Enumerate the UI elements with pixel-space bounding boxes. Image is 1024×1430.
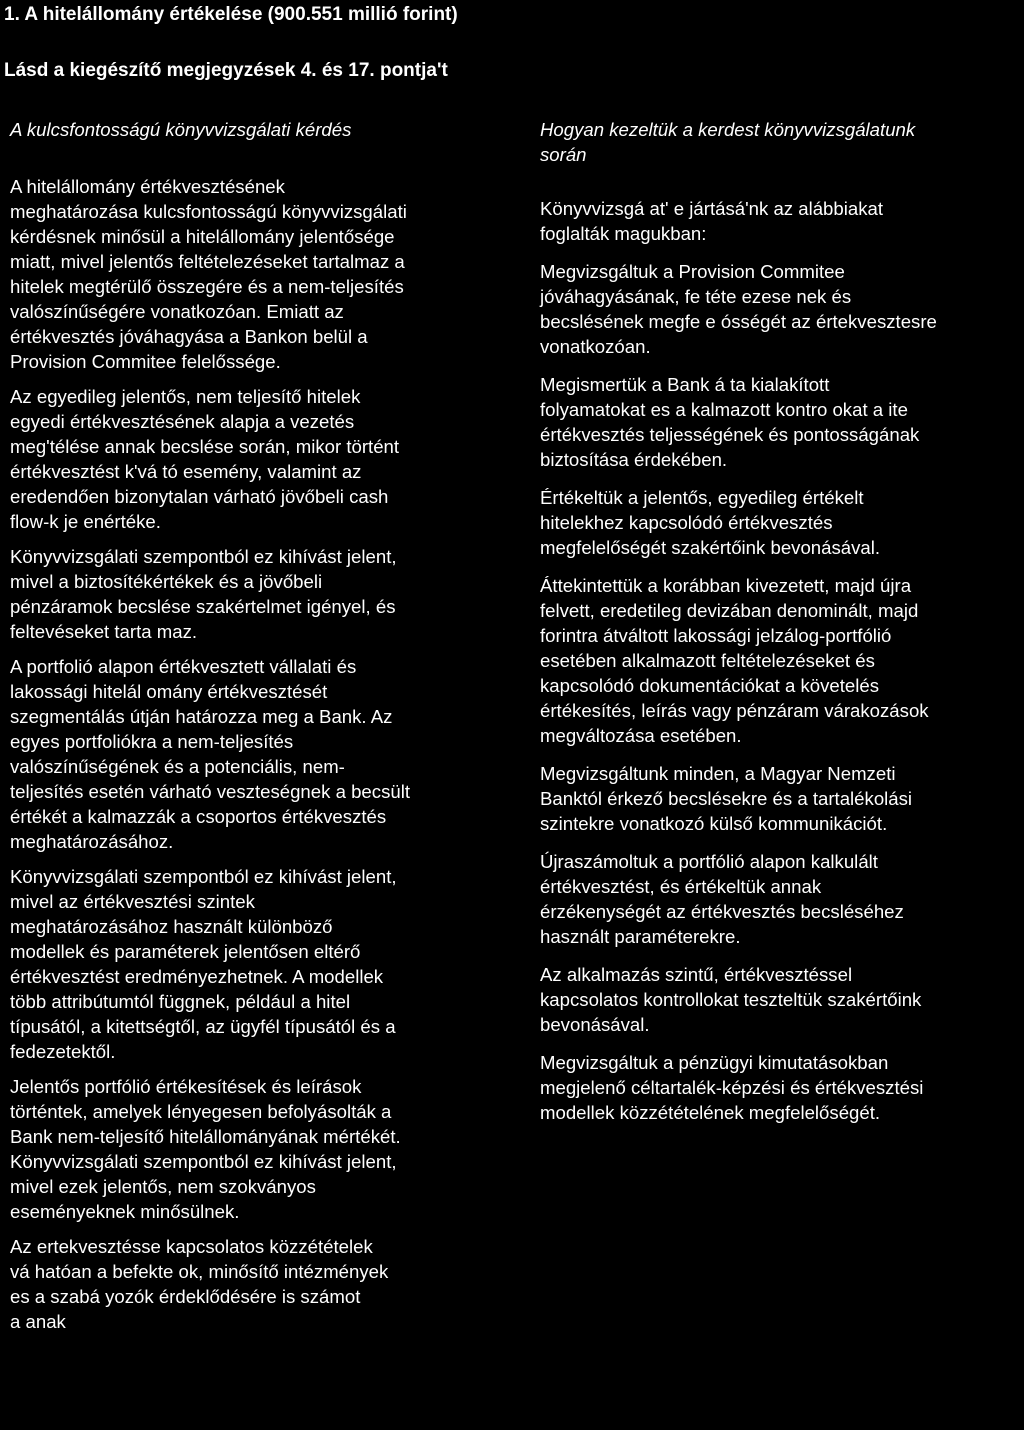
paragraph-line: Jelentős portfólió értékesítések és leírások <box>10 1076 362 1097</box>
paragraph-line: modellek és paraméterek jelentősen eltérő <box>10 941 361 962</box>
paragraph-line: több attribútumtól függnek, például a hitel <box>10 991 351 1012</box>
paragraph <box>10 544 510 644</box>
paragraph-line: Provision Commitee felelőssége. <box>10 351 281 372</box>
audit-response-heading <box>540 117 1024 167</box>
paragraph-line: egyedi értékvesztésének alapja a vezetés <box>10 411 355 432</box>
paragraph-line: szegmentálás útján határozza meg a Bank. Az <box>10 706 393 727</box>
paragraph <box>540 372 1024 472</box>
paragraph-line: meghatározásához. <box>10 831 174 852</box>
paragraph-line: biztosítása érdekében. <box>540 449 728 470</box>
paragraph-line: mivel az értékvesztési szintek <box>10 891 255 912</box>
section-title: 1. A hitelállomány értékelése (900.551 millió forint) <box>4 4 458 25</box>
paragraph <box>540 259 1024 359</box>
paragraph-line: miatt, mivel jelentős feltételezéseket tartalmaz a <box>10 251 405 272</box>
paragraph-line: Megvizsgáltuk a Provision Commitee <box>540 261 845 282</box>
paragraph-line: Könyvvizsgálati szempontból ez kihívást jelent, <box>10 546 397 567</box>
paragraph-line: Bank nem-teljesítő hitelállományának mértékét. <box>10 1126 401 1147</box>
key-audit-matter-column <box>10 117 510 1344</box>
paragraph-line: es a szabá yozók érdeklődésére is számot <box>10 1286 361 1307</box>
paragraph <box>540 849 1024 949</box>
paragraph-line: a anak <box>10 1311 66 1332</box>
paragraph-line: forintra átváltott lakossági jelzálog-portfólió <box>540 625 892 646</box>
notes-reference: Lásd a kiegészítő megjegyzések 4. és 17. pontja't <box>4 60 448 81</box>
paragraph-line: értékét a kalmazzák a csoportos értékvesztés <box>10 806 387 827</box>
paragraph-line: A portfolió alapon értékvesztett vállalati és <box>10 656 357 677</box>
paragraph-line: Az alkalmazás szintű, értékvesztéssel <box>540 964 853 985</box>
paragraph-line: vonatkozóan. <box>540 336 651 357</box>
audit-response-column <box>540 117 1024 1138</box>
paragraph-line: meghatározásához használt különböző <box>10 916 333 937</box>
paragraph-line: értékvesztést, és értékeltük annak <box>540 876 822 897</box>
paragraph-line: Megismertük a Bank á ta kialakított <box>540 374 830 395</box>
audit-response-paragraphs <box>540 196 1024 1125</box>
paragraph-line: pénzáramok becslése szakértelmet igényel, és <box>10 596 396 617</box>
paragraph-line: Banktól érkező becslésekre és a tartalékolási <box>540 788 913 809</box>
paragraph-line: becslésének megfe e ósségét az értekvesztesre <box>540 311 937 332</box>
paragraph <box>10 174 510 374</box>
audit-response-heading-line: során <box>540 144 587 165</box>
paragraph <box>10 1074 510 1224</box>
paragraph-line: meghatározása kulcsfontosságú könyvvizsgálati <box>10 201 407 222</box>
paragraph-line: hitelekhez kapcsolódó értékvesztés <box>540 512 833 533</box>
paragraph-line: használt paraméterekre. <box>540 926 741 947</box>
paragraph <box>540 196 1024 246</box>
paragraph-line: értékvesztést eredményezhetnek. A modellek <box>10 966 384 987</box>
key-audit-matter-paragraphs <box>10 174 510 1334</box>
paragraph-line: mivel ezek jelentős, nem szokványos <box>10 1176 316 1197</box>
paragraph-line: valószínűségének és a potenciális, nem- <box>10 756 345 777</box>
paragraph-line: felvett, eredetileg devizában denominált, majd <box>540 600 919 621</box>
paragraph-line: meg'télése annak becslése során, mikor történt <box>10 436 400 457</box>
paragraph-line: Megvizsgáltuk a pénzügyi kimutatásokban <box>540 1052 889 1073</box>
paragraph-line: A hitelállomány értékvesztésének <box>10 176 285 197</box>
paragraph <box>540 485 1024 560</box>
paragraph-line: bevonásával. <box>540 1014 650 1035</box>
paragraph-line: értékesítés, leírás vagy pénzáram várakozások <box>540 700 929 721</box>
paragraph-line: fedezetektől. <box>10 1041 116 1062</box>
paragraph-line: Megvizsgáltunk minden, a Magyar Nemzeti <box>540 763 896 784</box>
paragraph-line: értékvesztés jóváhagyása a Bankon belül a <box>10 326 368 347</box>
paragraph-line: hitelek megtérülő összegére és a nem-teljesítés <box>10 276 404 297</box>
paragraph-line: Az ertekvesztésse kapcsolatos közzétételek <box>10 1236 373 1257</box>
paragraph <box>10 1234 510 1334</box>
paragraph-line: Könyvvizsgálati szempontból ez kihívást jelent, <box>10 866 397 887</box>
paragraph-line: megjelenő céltartalék-képzési és értékvesztési <box>540 1077 924 1098</box>
paragraph-line: feltevéseket tarta maz. <box>10 621 198 642</box>
paragraph-line: Könyvvizsgá at' e jártásá'nk az alábbiakat <box>540 198 884 219</box>
paragraph-line: flow-k je enértéke. <box>10 511 161 532</box>
paragraph <box>10 864 510 1064</box>
paragraph-line: teljesítés esetén várható veszteségnek a becsült <box>10 781 411 802</box>
paragraph-line: mivel a biztosítékértékek és a jövőbeli <box>10 571 323 592</box>
paragraph-line: lakossági hitelál omány értékvesztését <box>10 681 328 702</box>
paragraph <box>540 1050 1024 1125</box>
paragraph-line: vá hatóan a befekte ok, minősítő intézmények <box>10 1261 389 1282</box>
paragraph-line: egyes portfoliókra a nem-teljesítés <box>10 731 294 752</box>
paragraph-line: megváltozása esetében. <box>540 725 742 746</box>
paragraph <box>540 962 1024 1037</box>
audit-response-heading-line: Hogyan kezeltük a kerdest könyvvizsgálatunk <box>540 119 916 140</box>
key-audit-matter-heading: A kulcsfontosságú könyvvizsgálati kérdés <box>10 119 352 140</box>
paragraph <box>540 573 1024 748</box>
paragraph-line: foglalták magukban: <box>540 223 707 244</box>
paragraph <box>10 384 510 534</box>
paragraph-line: értékvesztést k'vá tó esemény, valamint az <box>10 461 362 482</box>
paragraph-line: kapcsolatos kontrollokat teszteltük szakértőink <box>540 989 922 1010</box>
paragraph-line: Áttekintettük a korábban kivezetett, majd újra <box>540 575 912 596</box>
paragraph-line: Az egyedileg jelentős, nem teljesítő hitelek <box>10 386 361 407</box>
paragraph <box>10 654 510 854</box>
paragraph-line: Könyvvizsgálati szempontból ez kihívást jelent, <box>10 1151 397 1172</box>
paragraph-line: értékvesztés teljességének és pontosságának <box>540 424 920 445</box>
paragraph-line: jóváhagyásának, fe téte ezese nek és <box>540 286 852 307</box>
paragraph <box>540 761 1024 836</box>
paragraph-line: valószínűségére vonatkozóan. Emiatt az <box>10 301 344 322</box>
paragraph-line: kérdésnek minősül a hitelállomány jelentősége <box>10 226 395 247</box>
paragraph-line: esetében alkalmazott feltételezéseket és <box>540 650 875 671</box>
paragraph-line: eseményeknek minősülnek. <box>10 1201 240 1222</box>
paragraph-line: megfelelőségét szakértőink bevonásával. <box>540 537 881 558</box>
paragraph-line: Újraszámoltuk a portfólió alapon kalkulált <box>540 851 878 872</box>
paragraph-line: eredendően bizonytalan várható jövőbeli cash <box>10 486 389 507</box>
paragraph-line: érzékenységét az értékvesztés becsléséhez <box>540 901 904 922</box>
paragraph-line: folyamatokat es a kalmazott kontro okat a ite <box>540 399 908 420</box>
paragraph-line: típusától, a kitettségtől, az ügyfél típusától és a <box>10 1016 396 1037</box>
paragraph-line: szintekre vonatkozó külső kommunikációt. <box>540 813 888 834</box>
paragraph-line: történtek, amelyek lényegesen befolyásolták a <box>10 1101 392 1122</box>
paragraph-line: modellek közzétételének megfelelőségét. <box>540 1102 881 1123</box>
paragraph-line: kapcsolódó dokumentációkat a követelés <box>540 675 880 696</box>
paragraph-line: Értékeltük a jelentős, egyedileg értékelt <box>540 487 864 508</box>
